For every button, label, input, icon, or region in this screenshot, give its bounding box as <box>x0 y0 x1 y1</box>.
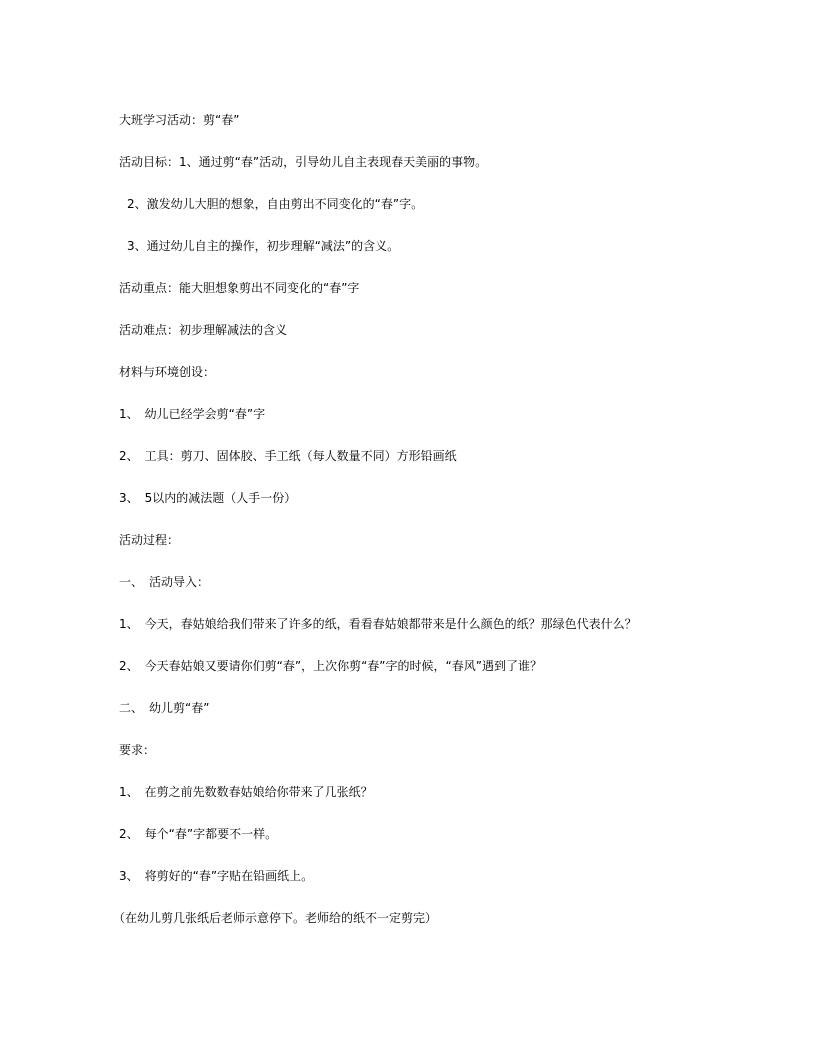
requirements-heading: 要求： <box>119 743 156 757</box>
materials-item-1: 1、 幼儿已经学会剪“春”字 <box>119 407 266 421</box>
section-one-heading: 一、 活动导入： <box>119 575 210 589</box>
requirement-item-3: 3、 将剪好的“春”字贴在铅画纸上。 <box>119 869 314 883</box>
materials-heading: 材料与环境创设： <box>119 365 216 379</box>
requirement-item-2: 2、 每个“春”字都要不一样。 <box>119 827 278 841</box>
materials-item-2: 2、 工具：剪刀、固体胶、手工纸（每人数量不同）方形铅画纸 <box>119 449 457 463</box>
section-one-item-1: 1、 今天，春姑娘给我们带来了许多的纸，看看春姑娘都带来是什么颜色的纸？那绿色代表什么？ <box>119 617 637 631</box>
section-two-heading: 二、 幼儿剪“春” <box>119 701 210 715</box>
teacher-note: （在幼儿剪几张纸后老师示意停下。老师给的纸不一定剪完） <box>113 911 438 925</box>
materials-item-3: 3、 5以内的减法题（人手一份） <box>119 491 297 505</box>
process-heading: 活动过程： <box>119 533 180 547</box>
goal-line-1: 活动目标：1、通过剪“春”活动，引导幼儿自主表现春天美丽的事物。 <box>119 155 488 169</box>
document-title: 大班学习活动：剪“春” <box>119 113 240 127</box>
difficulty-line: 活动难点：初步理解减法的含义 <box>119 323 288 337</box>
goal-line-3: 3、通过幼儿自主的操作，初步理解“减法”的含义。 <box>127 239 400 253</box>
goal-line-2: 2、激发幼儿大胆的想象，自由剪出不同变化的“春”字。 <box>127 197 424 211</box>
requirement-item-1: 1、 在剪之前先数数春姑娘给你带来了几张纸？ <box>119 785 373 799</box>
key-point-line: 活动重点：能大胆想象剪出不同变化的“春”字 <box>119 281 360 295</box>
section-one-item-2: 2、 今天春姑娘又要请你们剪“春”，上次你剪“春”字的时候，“春风”遇到了谁？ <box>119 659 542 673</box>
